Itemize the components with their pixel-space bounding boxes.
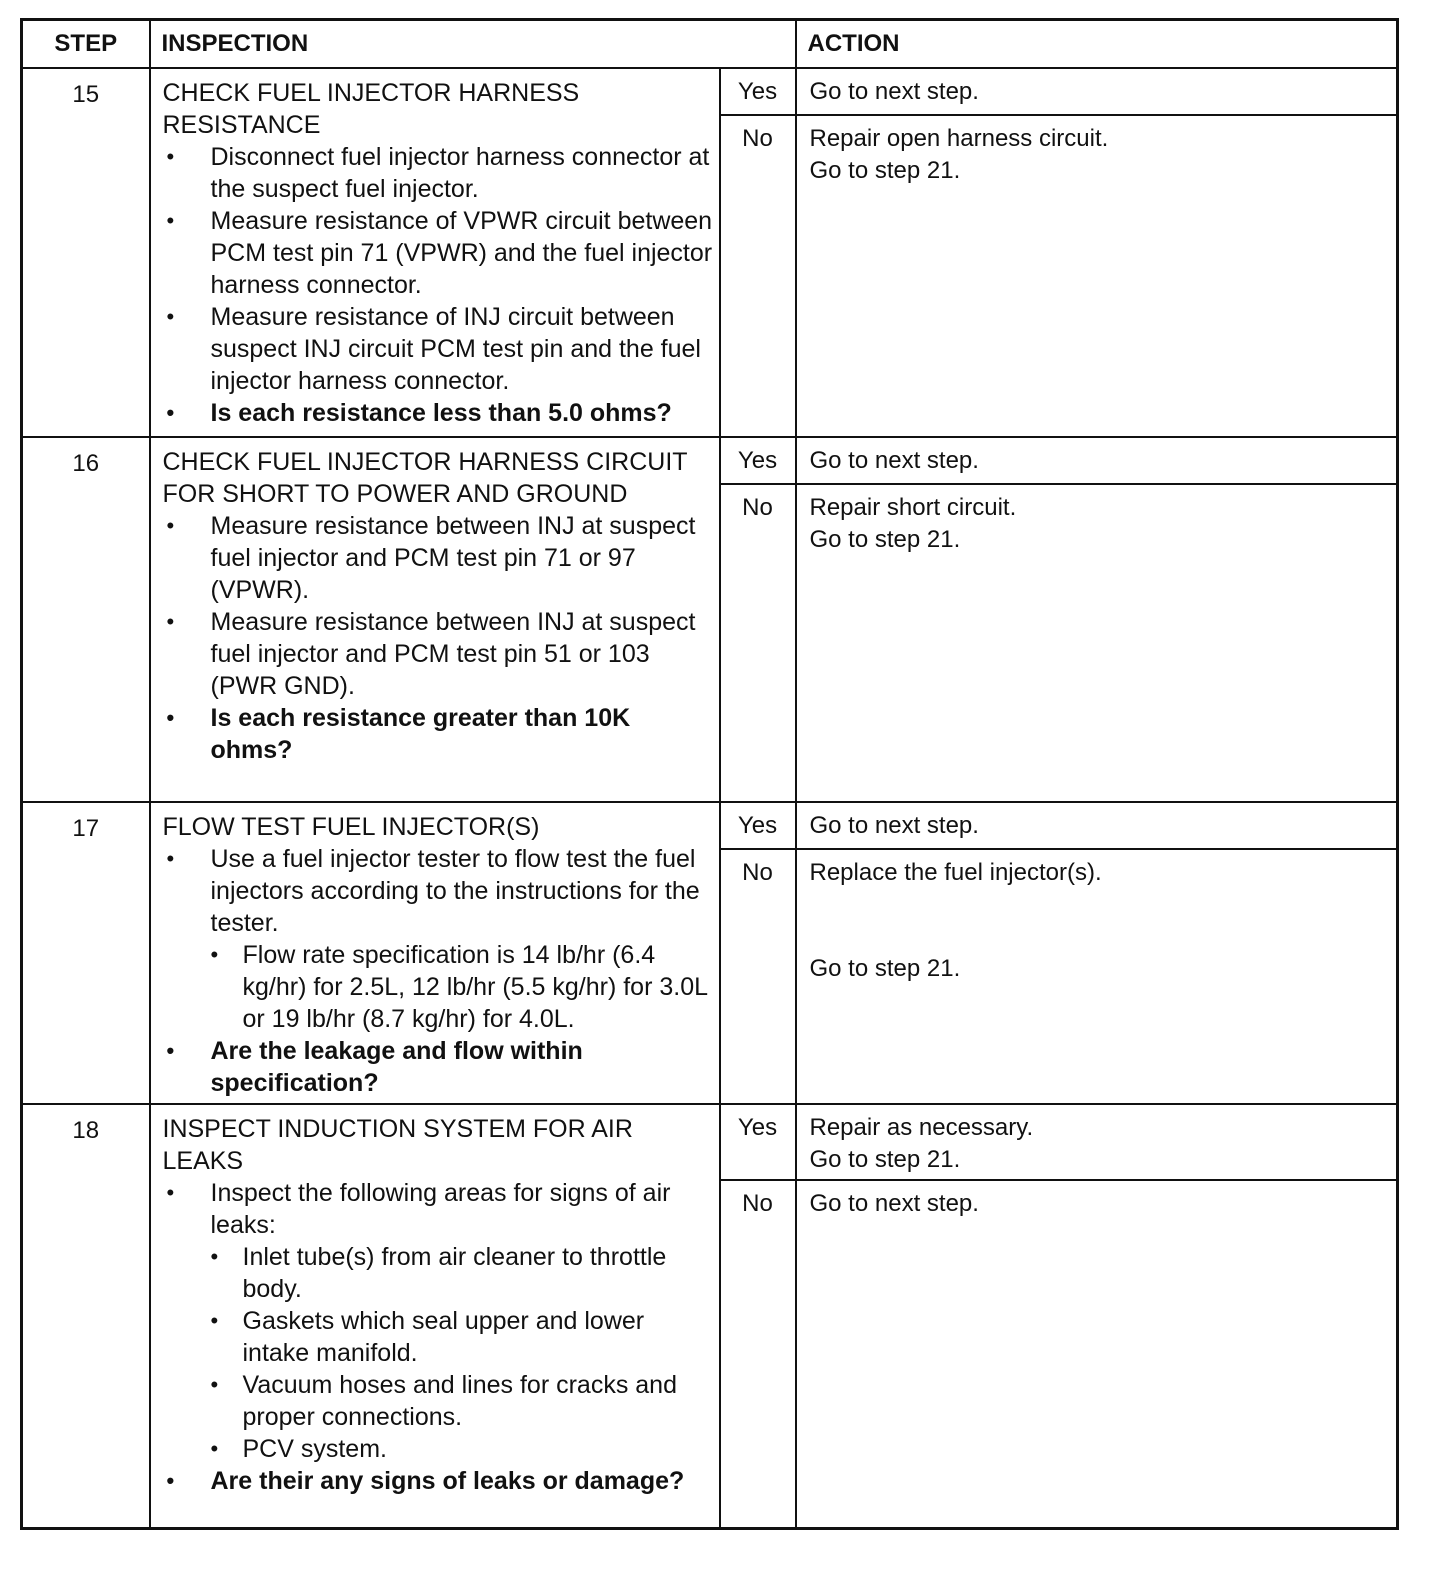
inspection-sub-bullet: • Inlet tube(s) from air cleaner to throttle body.: [163, 1241, 713, 1305]
yes-label: Yes: [720, 1104, 796, 1180]
action-line: Go to step 21.: [809, 1146, 961, 1174]
step-number: 15: [22, 68, 150, 437]
inspection-sub-bullet: • Flow rate specification is 14 lb/hr (6.4 kg/hr) for 2.5L, 12 lb/hr (5.5 kg/hr) for 3.0L or 19 lb/hr (8.7 kg/hr) for 4.0L.: [163, 939, 713, 1035]
step-header: STEP: [22, 20, 150, 69]
action-line: Replace the fuel injector(s).: [809, 858, 1102, 886]
action-line: Go to step 21.: [809, 954, 961, 982]
yes-label: Yes: [720, 802, 796, 849]
step-number: 16: [22, 437, 150, 801]
yes-action: [796, 802, 1398, 849]
no-action: [796, 1180, 1398, 1528]
yes-action: [796, 1104, 1398, 1180]
inspection-title: CHECK FUEL INJECTOR HARNESS CIRCUIT FOR SHORT TO POWER AND GROUND: [162, 448, 688, 509]
inspection-sub-bullet: • PCV system.: [163, 1433, 713, 1465]
no-action: [796, 849, 1398, 1104]
inspection-bullet: • Measure resistance between INJ at suspect fuel injector and PCM test pin 51 or 103 (PWR GND).: [163, 606, 713, 702]
action-line: Repair open harness circuit.: [809, 125, 1109, 153]
inspection-bullet: • Measure resistance between INJ at suspect fuel injector and PCM test pin 71 or 97 (VPWR).: [163, 510, 713, 606]
inspection-bullet: • Measure resistance of INJ circuit between suspect INJ circuit PCM test pin and the fuel injector harness connector.: [163, 301, 713, 397]
action-line: Go to next step.: [809, 78, 979, 106]
inspection-cell: [150, 802, 720, 1104]
inspection-bullet: • Measure resistance of VPWR circuit between PCM test pin 71 (VPWR) and the fuel injector harness connector.: [163, 205, 713, 301]
inspection-cell: [150, 68, 720, 437]
action-line: Go to next step.: [809, 1190, 979, 1218]
inspection-title: INSPECT INDUCTION SYSTEM FOR AIR LEAKS: [162, 1115, 633, 1176]
step-17-yes-row: [22, 802, 1398, 849]
step-15-yes-row: [22, 68, 1398, 115]
step-16-yes-row: [22, 437, 1398, 484]
action-line: Go to step 21.: [809, 526, 961, 554]
no-label: No: [720, 484, 796, 801]
action-line: Repair as necessary.: [809, 1114, 1034, 1142]
inspection-bullet: • Use a fuel injector tester to flow test the fuel injectors according to the instructions for the tester.: [163, 843, 713, 939]
inspection-question: • Is each resistance greater than 10K ohms?: [163, 702, 713, 766]
action-header: ACTION: [796, 20, 1398, 69]
inspection-cell: [150, 1104, 720, 1528]
inspection-sub-bullet: • Gaskets which seal upper and lower intake manifold.: [163, 1305, 713, 1369]
no-label: No: [720, 849, 796, 1104]
inspection-header: INSPECTION: [150, 20, 796, 69]
yes-label: Yes: [720, 68, 796, 115]
yes-action: [796, 68, 1398, 115]
action-line: Go to step 21.: [809, 157, 961, 185]
inspection-question: • Is each resistance less than 5.0 ohms?: [163, 397, 713, 429]
action-line: Go to next step.: [809, 811, 979, 839]
inspection-bullet: • Disconnect fuel injector harness connector at the suspect fuel injector.: [163, 141, 713, 205]
inspection-sub-bullet: • Vacuum hoses and lines for cracks and proper connections.: [163, 1369, 713, 1433]
no-label: No: [720, 1180, 796, 1528]
yes-label: Yes: [720, 437, 796, 484]
inspection-list: [163, 1177, 713, 1497]
inspection-bullet: • Inspect the following areas for signs of air leaks:: [163, 1177, 713, 1241]
inspection-question: • Are their any signs of leaks or damage?: [163, 1465, 713, 1497]
diagnostic-table: [20, 18, 1399, 1530]
inspection-title: FLOW TEST FUEL INJECTOR(S): [162, 812, 540, 841]
no-action: [796, 115, 1398, 437]
inspection-question: • Are the leakage and flow within specification?: [163, 1035, 713, 1099]
action-line: Repair short circuit.: [809, 494, 1017, 522]
step-number: 17: [22, 802, 150, 1104]
no-action: [796, 484, 1398, 801]
inspection-cell: [150, 437, 720, 801]
inspection-list: [163, 141, 713, 429]
inspection-list: [163, 510, 713, 766]
yes-action: [796, 437, 1398, 484]
step-18-yes-row: [22, 1104, 1398, 1180]
inspection-list: [163, 843, 713, 1099]
inspection-title: CHECK FUEL INJECTOR HARNESS RESISTANCE: [162, 79, 580, 140]
header-row: [22, 20, 1398, 69]
no-label: No: [720, 115, 796, 437]
step-number: 18: [22, 1104, 150, 1528]
action-line: Go to next step.: [809, 447, 979, 475]
